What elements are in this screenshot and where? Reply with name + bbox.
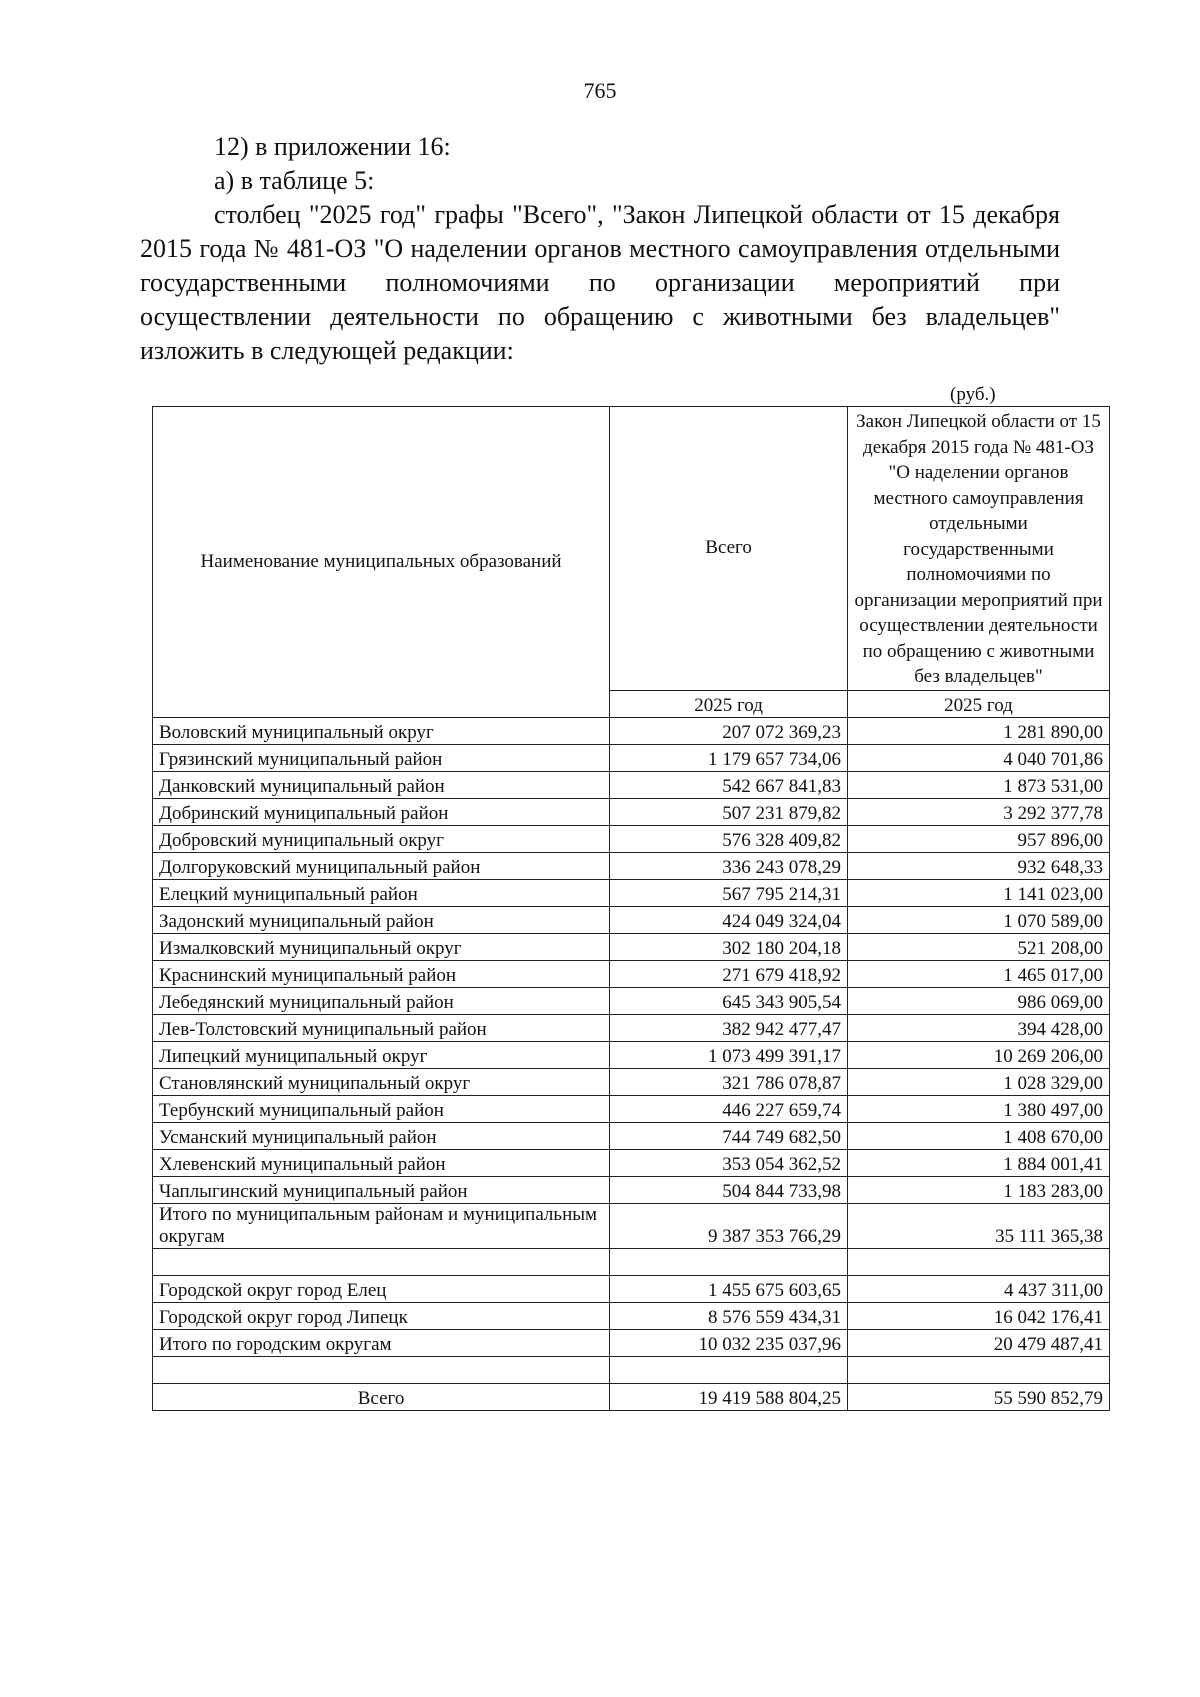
cell-name: Тербунский муниципальный район	[153, 1095, 610, 1122]
table-row	[153, 1041, 1110, 1068]
table-row	[153, 933, 1110, 960]
cell-total: 302 180 204,18	[610, 933, 848, 960]
cell-total: 504 844 733,98	[610, 1176, 848, 1203]
cell-name: Задонский муниципальный район	[153, 906, 610, 933]
unit-label: (руб.)	[950, 384, 996, 405]
cell-total: 1 179 657 734,06	[610, 744, 848, 771]
cell-total: 567 795 214,31	[610, 879, 848, 906]
cell-law: 4 040 701,86	[848, 744, 1110, 771]
cell-law	[848, 1248, 1110, 1275]
cell-name: Усманский муниципальный район	[153, 1122, 610, 1149]
intro-line-1: 12) в приложении 16:	[214, 132, 451, 161]
cell-total: 507 231 879,82	[610, 798, 848, 825]
cell-total: 207 072 369,23	[610, 717, 848, 744]
cell-name: Чаплыгинский муниципальный район	[153, 1176, 610, 1203]
cell-law: 1 884 001,41	[848, 1149, 1110, 1176]
cell-law: 16 042 176,41	[848, 1302, 1110, 1329]
table-header-row	[153, 407, 1110, 691]
table-row	[153, 906, 1110, 933]
cell-total: 321 786 078,87	[610, 1068, 848, 1095]
cell-total: 446 227 659,74	[610, 1095, 848, 1122]
header-year-law: 2025 год	[848, 690, 1110, 717]
table-row	[153, 1176, 1110, 1203]
cell-law: 1 408 670,00	[848, 1122, 1110, 1149]
cell-name: Краснинский муниципальный район	[153, 960, 610, 987]
cell-law: 20 479 487,41	[848, 1329, 1110, 1356]
cell-total: 8 576 559 434,31	[610, 1302, 848, 1329]
table-row	[153, 744, 1110, 771]
cell-law: 1 028 329,00	[848, 1068, 1110, 1095]
cell-name: Всего	[153, 1383, 610, 1410]
cell-law: 1 465 017,00	[848, 960, 1110, 987]
cell-total: 424 049 324,04	[610, 906, 848, 933]
table-row	[153, 1095, 1110, 1122]
empty-row	[153, 1248, 1110, 1275]
cell-law: 3 292 377,78	[848, 798, 1110, 825]
cell-name: Данковский муниципальный район	[153, 771, 610, 798]
cell-law: 986 069,00	[848, 987, 1110, 1014]
cell-name: Добровский муниципальный округ	[153, 825, 610, 852]
page-number: 765	[583, 78, 617, 103]
subtotal-cities-row	[153, 1329, 1110, 1356]
intro-line-2: а) в таблице 5:	[214, 166, 375, 195]
cell-law: 1 141 023,00	[848, 879, 1110, 906]
grand-total-row	[153, 1383, 1110, 1410]
table-row	[153, 879, 1110, 906]
table-row	[153, 771, 1110, 798]
table-row	[153, 717, 1110, 744]
cell-law: 1 070 589,00	[848, 906, 1110, 933]
header-law: Закон Липецкой области от 15 декабря 2015 года № 481-ОЗ "О наделении органов местного самоуправления отдельными государственными полномочиями по организации мероприятий при осуществлении деятельности по обращению с животными без владельцев"	[848, 407, 1110, 691]
cell-name: Итого по городским округам	[153, 1329, 610, 1356]
table-row	[153, 1275, 1110, 1302]
cell-name: Грязинский муниципальный район	[153, 744, 610, 771]
intro-paragraph: столбец "2025 год" графы "Всего", "Закон Липецкой области от 15 декабря 2015 года № 481-ОЗ "О наделении органов местного самоуправления отдельными государственными полномочиями по организации мероприятий при осуществлении деятельности по обращению с животными без владельцев" изложить в следующей редакции:	[140, 200, 1060, 365]
cell-total: 744 749 682,50	[610, 1122, 848, 1149]
cell-law: 1 873 531,00	[848, 771, 1110, 798]
cell-total: 382 942 477,47	[610, 1014, 848, 1041]
cell-total: 576 328 409,82	[610, 825, 848, 852]
cell-law: 521 208,00	[848, 933, 1110, 960]
cell-total	[610, 1248, 848, 1275]
cell-total: 645 343 905,54	[610, 987, 848, 1014]
cell-name: Долгоруковский муниципальный район	[153, 852, 610, 879]
table-row	[153, 987, 1110, 1014]
subtotal-districts-row	[153, 1203, 1110, 1248]
cell-name: Липецкий муниципальный округ	[153, 1041, 610, 1068]
cell-name: Городской округ город Липецк	[153, 1302, 610, 1329]
cell-name: Лебедянский муниципальный район	[153, 987, 610, 1014]
empty-row	[153, 1356, 1110, 1383]
cell-name: Городской округ город Елец	[153, 1275, 610, 1302]
cell-total: 9 387 353 766,29	[610, 1203, 848, 1248]
cell-name: Итого по муниципальным районам и муниципальным округам	[153, 1203, 610, 1248]
cell-law	[848, 1356, 1110, 1383]
table-row	[153, 825, 1110, 852]
intro-text	[140, 130, 1060, 368]
cell-total: 271 679 418,92	[610, 960, 848, 987]
cell-total: 1 073 499 391,17	[610, 1041, 848, 1068]
table-row	[153, 1068, 1110, 1095]
cell-name	[153, 1356, 610, 1383]
cell-name: Добринский муниципальный район	[153, 798, 610, 825]
cell-total: 336 243 078,29	[610, 852, 848, 879]
cell-law: 1 380 497,00	[848, 1095, 1110, 1122]
cell-total: 542 667 841,83	[610, 771, 848, 798]
cell-total: 19 419 588 804,25	[610, 1383, 848, 1410]
cell-law: 55 590 852,79	[848, 1383, 1110, 1410]
table-row	[153, 798, 1110, 825]
table-row	[153, 1149, 1110, 1176]
cell-name: Лев-Толстовский муниципальный район	[153, 1014, 610, 1041]
cell-name: Хлевенский муниципальный район	[153, 1149, 610, 1176]
header-year-total: 2025 год	[610, 690, 848, 717]
cell-law: 35 111 365,38	[848, 1203, 1110, 1248]
cell-name: Измалковский муниципальный округ	[153, 933, 610, 960]
table-row	[153, 852, 1110, 879]
table-row	[153, 1302, 1110, 1329]
cell-law: 10 269 206,00	[848, 1041, 1110, 1068]
cell-total	[610, 1356, 848, 1383]
cell-total: 1 455 675 603,65	[610, 1275, 848, 1302]
cell-total: 10 032 235 037,96	[610, 1329, 848, 1356]
header-name: Наименование муниципальных образований	[153, 407, 610, 718]
cell-law: 1 183 283,00	[848, 1176, 1110, 1203]
cell-law: 932 648,33	[848, 852, 1110, 879]
table-row	[153, 960, 1110, 987]
cell-name	[153, 1248, 610, 1275]
table-row	[153, 1014, 1110, 1041]
budget-table	[152, 406, 1110, 1411]
cell-law: 957 896,00	[848, 825, 1110, 852]
header-total: Всего	[610, 407, 848, 691]
cell-total: 353 054 362,52	[610, 1149, 848, 1176]
cell-law: 4 437 311,00	[848, 1275, 1110, 1302]
cell-law: 1 281 890,00	[848, 717, 1110, 744]
cell-law: 394 428,00	[848, 1014, 1110, 1041]
cell-name: Воловский муниципальный округ	[153, 717, 610, 744]
cell-name: Становлянский муниципальный округ	[153, 1068, 610, 1095]
cell-name: Елецкий муниципальный район	[153, 879, 610, 906]
table-row	[153, 1122, 1110, 1149]
